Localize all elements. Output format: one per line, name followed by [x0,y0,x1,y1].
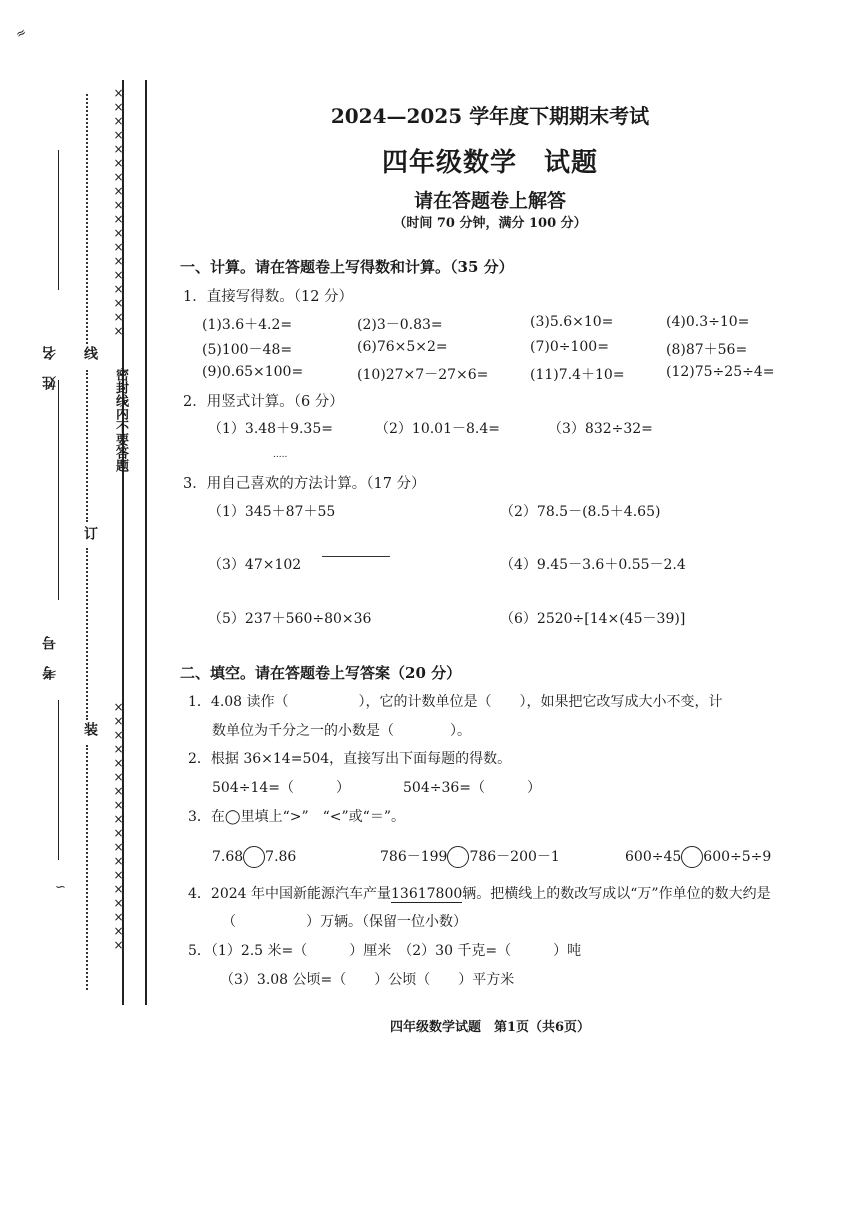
mixed-calc-item: （3）47×102 [208,557,302,573]
fill-q5-line1: 5．（1）2.5 米=（ ）厘米 （2）30 千克=（ ）吨 [188,943,582,959]
compare-left: 7.68 [212,849,244,865]
name-label: 姓名 [42,330,58,390]
side-small-mark: ∽ [55,880,66,895]
calc-item: (8)87＋56= [666,342,748,358]
compare-item [625,846,771,868]
exam-no-underline [58,380,59,600]
fill-q1-line1: 1．4.08 读作（ ），它的计数单位是（ ），如果把它改写成大小不变，计 [188,694,723,710]
calc-item: (12)75÷25÷4= [666,364,775,380]
q1-heading: 1．直接写得数。（12 分） [183,289,354,305]
compare-item [212,846,296,868]
seal-word-bind: 订 [82,526,98,540]
seal-dotted-line-2 [86,370,88,522]
extra-underline [58,700,59,860]
corner-mark: ≈ [13,24,29,42]
fill-q2-line: 2．根据 36×14=504，直接写出下面每题的得数。 [188,751,512,767]
compare-left: 600÷45 [625,849,682,865]
pencil-stroke [322,556,390,557]
x-marks-bottom: ×××××××××××××××××× [111,700,126,952]
page-footer: 四年级数学试题 第1页（共6页） [389,1020,591,1035]
compare-item [380,846,560,868]
mixed-calc-item: （2）78.5－(8.5＋4.65) [500,504,661,520]
fill-q4-text-a: 4．2024 年中国新能源汽车产量 [188,886,391,902]
mixed-calc-item: （5）237＋560÷80×36 [208,611,372,627]
x-marks-top: ×××××××××××××××××× [111,86,126,338]
fill-q4-line1 [188,883,771,903]
compare-right: 786－200－1 [469,849,560,865]
fill-q1-line2: 数单位为千分之一的小数是（ ）。 [212,723,471,739]
calc-item: (6)76×5×2= [357,339,448,355]
exam-subject: 四年级数学 试题 [381,148,598,178]
exam-no-label: 考号 [42,620,58,680]
calc-item: (10)27×7－27×6= [357,367,489,383]
vertical-calc-item: （3）832÷32= [548,421,653,437]
vertical-calc-item: （1）3.48＋9.35= [208,421,333,437]
calc-item: (5)100－48= [202,342,293,358]
seal-word-line: 线 [82,346,98,360]
fill-q2-b: 504÷36=（ ） [403,780,541,796]
fill-q3-line: 3．在◯里填上“>” “<”或“＝”。 [188,809,405,825]
compare-right: 600÷5÷9 [703,849,772,865]
mixed-calc-item: （6）2520÷[14×(45－39)] [500,611,686,627]
fill-q4-line2: （ ）万辆。（保留一位小数） [222,914,467,930]
fill-q4-text-b: 辆。把横线上的数改写成以“万”作单位的数大约是 [462,886,771,902]
time-note: （时间 70 分钟，满分 100 分） [393,216,587,231]
seal-dotted-line-3 [86,548,88,720]
seal-word-pack: 装 [82,722,98,736]
fill-q2-a: 504÷14=（ ） [212,780,350,796]
exam-title: 2024—2025 学年度下期期末考试 [330,104,650,128]
section2-heading: 二、填空。请在答题卷上写答案（20 分） [180,664,462,682]
compare-circle[interactable] [447,846,469,868]
mixed-calc-item: （4）9.45－3.6＋0.55－2.4 [500,557,686,573]
calc-item: (3)5.6×10= [530,314,614,330]
compare-circle[interactable] [243,846,265,868]
stray-mark: ..... [273,450,288,460]
compare-left: 786－199 [380,849,448,865]
calc-item: (11)7.4＋10= [530,367,625,383]
compare-circle[interactable] [681,846,703,868]
compare-right: 7.86 [265,849,297,865]
vertical-calc-item: （2）10.01－8.4= [375,421,500,437]
fill-q5-line2: （3）3.08 公顷=（ ）公顷（ ）平方米 [220,972,515,988]
margin-notice: 密封线内不要答题 [113,368,128,472]
calc-item: (4)0.3÷10= [666,314,750,330]
seal-dotted-line-4 [86,745,88,990]
fill-q4-number: 13617800 [391,886,463,902]
calc-item: (9)0.65×100= [202,364,304,380]
calc-item: (1)3.6＋4.2= [202,317,293,333]
q3-heading: 3．用自己喜欢的方法计算。（17 分） [183,476,426,492]
answer-instruction: 请在答题卷上解答 [413,190,566,212]
section1-heading: 一、计算。请在答题卷上写得数和计算。（35 分） [180,258,514,276]
mixed-calc-item: （1）345＋87＋55 [208,504,336,520]
q2-heading: 2．用竖式计算。（6 分） [183,394,344,410]
calc-item: (2)3－0.83= [357,317,443,333]
calc-item: (7)0÷100= [530,339,609,355]
